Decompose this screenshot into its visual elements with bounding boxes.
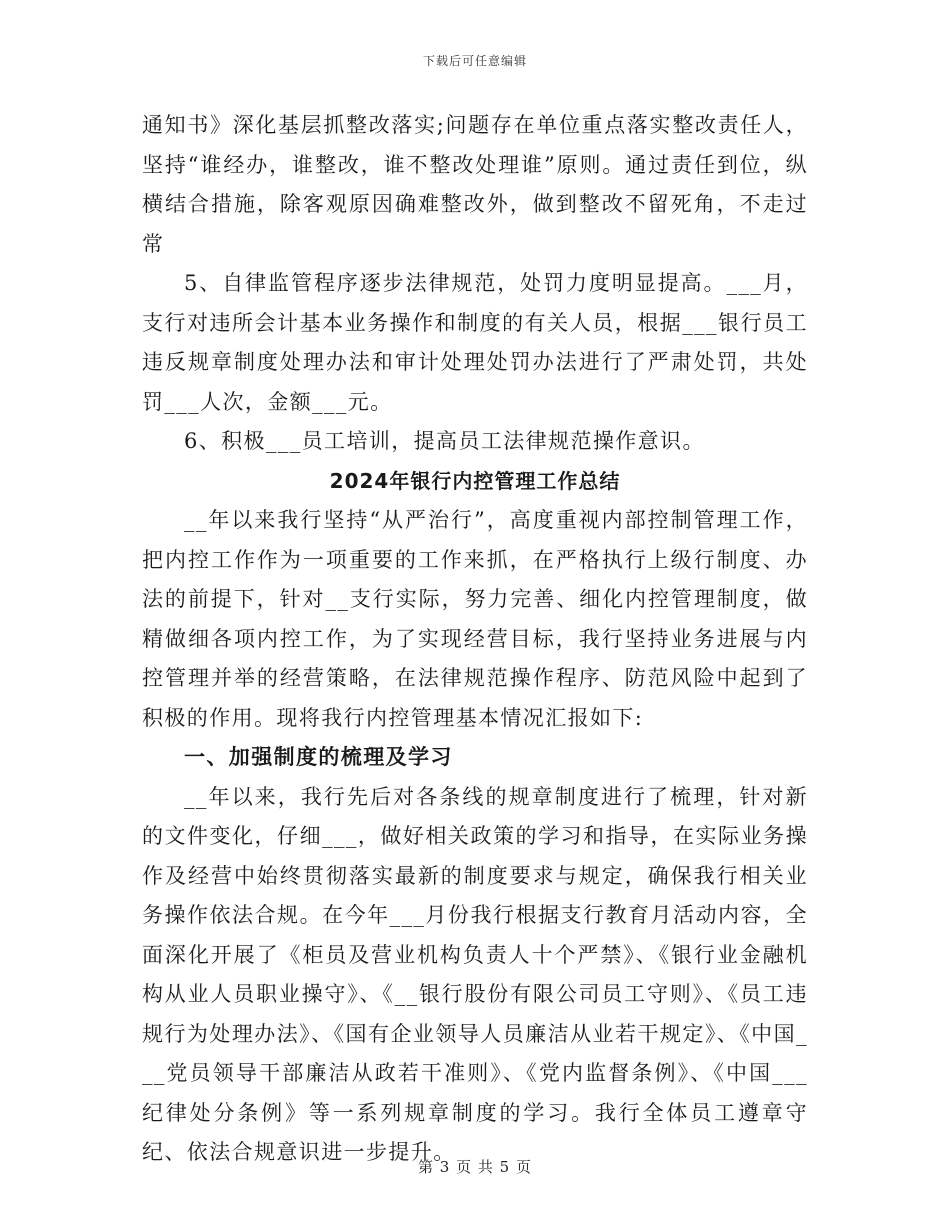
paragraph-intro: __年以来我行坚持“从严治行”，高度重视内部控制管理工作，把内控工作作为一项重要的工作来抓，在严格执行上级行制度、办法的前提下，针对__支行实际，努力完善、细化内控管理制度，做精做细各项内控工作，为了实现经营目标，我行坚持业务进展与内控管理并举的经营策略，在法律规范操作程序、防范风险中起到了积极的作用。现将我行内控管理基本情况汇报如下: [142,508,808,730]
paragraph-item-5: 5、自律监管程序逐步法律规范，处罚力度明显提高。___月，支行对违所会计基本业务操作和制度的有关人员，根据___银行员工违反规章制度处理办法和审计处理处罚办法进行了严肃处罚，共处罚___人次，金额___元。 [142,271,808,414]
paragraph-section-1: __年以来，我行先后对各条线的规章制度进行了梳理，针对新的文件变化，仔细___，做好相关政策的学习和指导，在实际业务操作及经营中始终贯彻落实最新的制度要求与规定，确保我行相关业务操作依法合规。在今年___月份我行根据支行教育月活动内容，全面深化开展了《柜员及营业机构负责人十个严禁》、《银行业金融机构从业人员职业操守》、《__银行股份有限公司员工守则》、《员工违规行为处理办法》、《国有企业领导人员廉洁从业若干规定》、《中国___党员领导干部廉洁从政若干准则》、《党内监督条例》、《中国___纪律处分条例》等一系列规章制度的学习。我行全体员工遵章守纪、依法合规意识进一步提升。 [142,784,808,1164]
document-title: 2024年银行内控管理工作总结 [329,468,621,493]
page-header: 下载后可任意编辑 [422,54,527,68]
paragraph-continuation: 通知书》深化基层抓整改落实;问题存在单位重点落实整改责任人，坚持“谁经办，谁整改，谁不整改处理谁”原则。通过责任到位，纵横结合措施，除客观原因确难整改外，做到整改不留死角，不走过常 [142,113,808,256]
document-body [142,106,808,1173]
section-heading-1: 一、加强制度的梳理及学习 [184,745,453,769]
page-number: 第 3 页 共 5 页 [418,1158,532,1176]
paragraph-item-6: 6、积极___员工培训，提高员工法律规范操作意识。 [184,429,705,453]
